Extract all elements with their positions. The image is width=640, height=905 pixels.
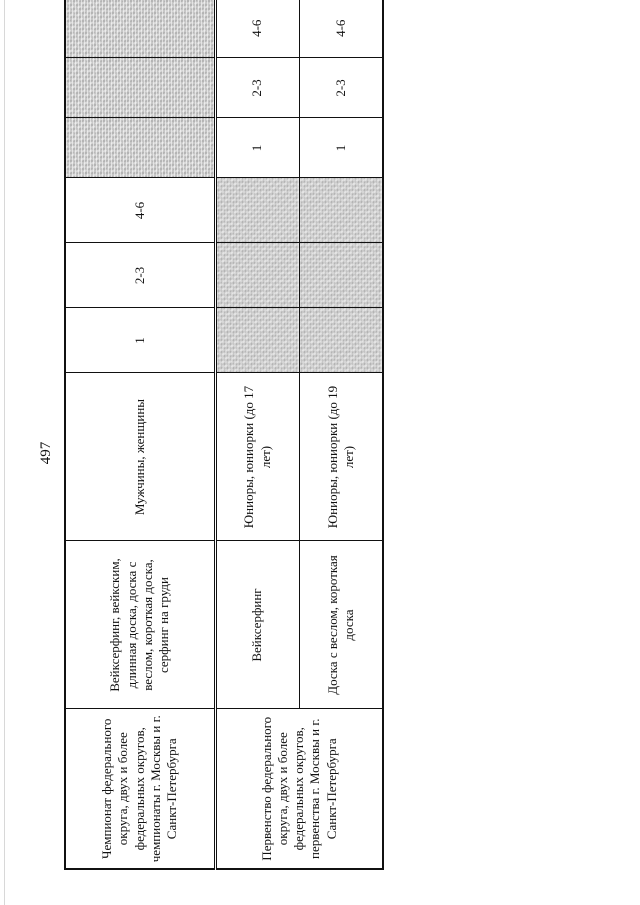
place-cell: 4-6 bbox=[215, 0, 299, 58]
discipline-cell: Вейксерфинг, вейкским, длинная доска, доска с веслом, короткая доска, серфинг на груди bbox=[65, 541, 215, 709]
table-row bbox=[65, 0, 215, 869]
competition-cell: Первенство федерального округа, двух и более федеральных округов, первенства г. Москвы и г. Санкт-Петербурга bbox=[215, 709, 383, 869]
shaded-cell bbox=[299, 243, 383, 308]
competition-cell: Чемпионат федерального округа, двух и более федеральных округов, чемпионаты г. Москвы и г. Санкт-Петербурга bbox=[65, 709, 215, 869]
page-number: 497 bbox=[38, 441, 54, 465]
age-group-cell: Юниоры, юниорки (до 19 лет) bbox=[299, 373, 383, 541]
shaded-cell bbox=[215, 243, 299, 308]
ranks-table bbox=[64, 0, 384, 870]
shaded-cell bbox=[65, 58, 215, 118]
age-group-cell: Юниоры, юниорки (до 17 лет) bbox=[215, 373, 299, 541]
place-cell: 1 bbox=[65, 308, 215, 373]
rotated-table-container bbox=[64, 19, 382, 870]
discipline-cell: Вейксерфинг bbox=[215, 541, 299, 709]
age-group-cell: Мужчины, женщины bbox=[65, 373, 215, 541]
place-cell: 2-3 bbox=[65, 243, 215, 308]
place-cell: 4-6 bbox=[65, 178, 215, 243]
scan-edge-line bbox=[4, 0, 5, 905]
place-cell: 4-6 bbox=[299, 0, 383, 58]
place-cell: 2-3 bbox=[299, 58, 383, 118]
shaded-cell bbox=[215, 178, 299, 243]
place-cell: 1 bbox=[215, 118, 299, 178]
shaded-cell bbox=[215, 308, 299, 373]
shaded-cell bbox=[65, 0, 215, 58]
place-cell: 2-3 bbox=[215, 58, 299, 118]
table-row bbox=[215, 0, 299, 869]
discipline-cell: Доска с веслом, короткая доска bbox=[299, 541, 383, 709]
place-cell: 1 bbox=[299, 118, 383, 178]
shaded-cell bbox=[299, 178, 383, 243]
shaded-cell bbox=[299, 308, 383, 373]
shaded-cell bbox=[65, 118, 215, 178]
